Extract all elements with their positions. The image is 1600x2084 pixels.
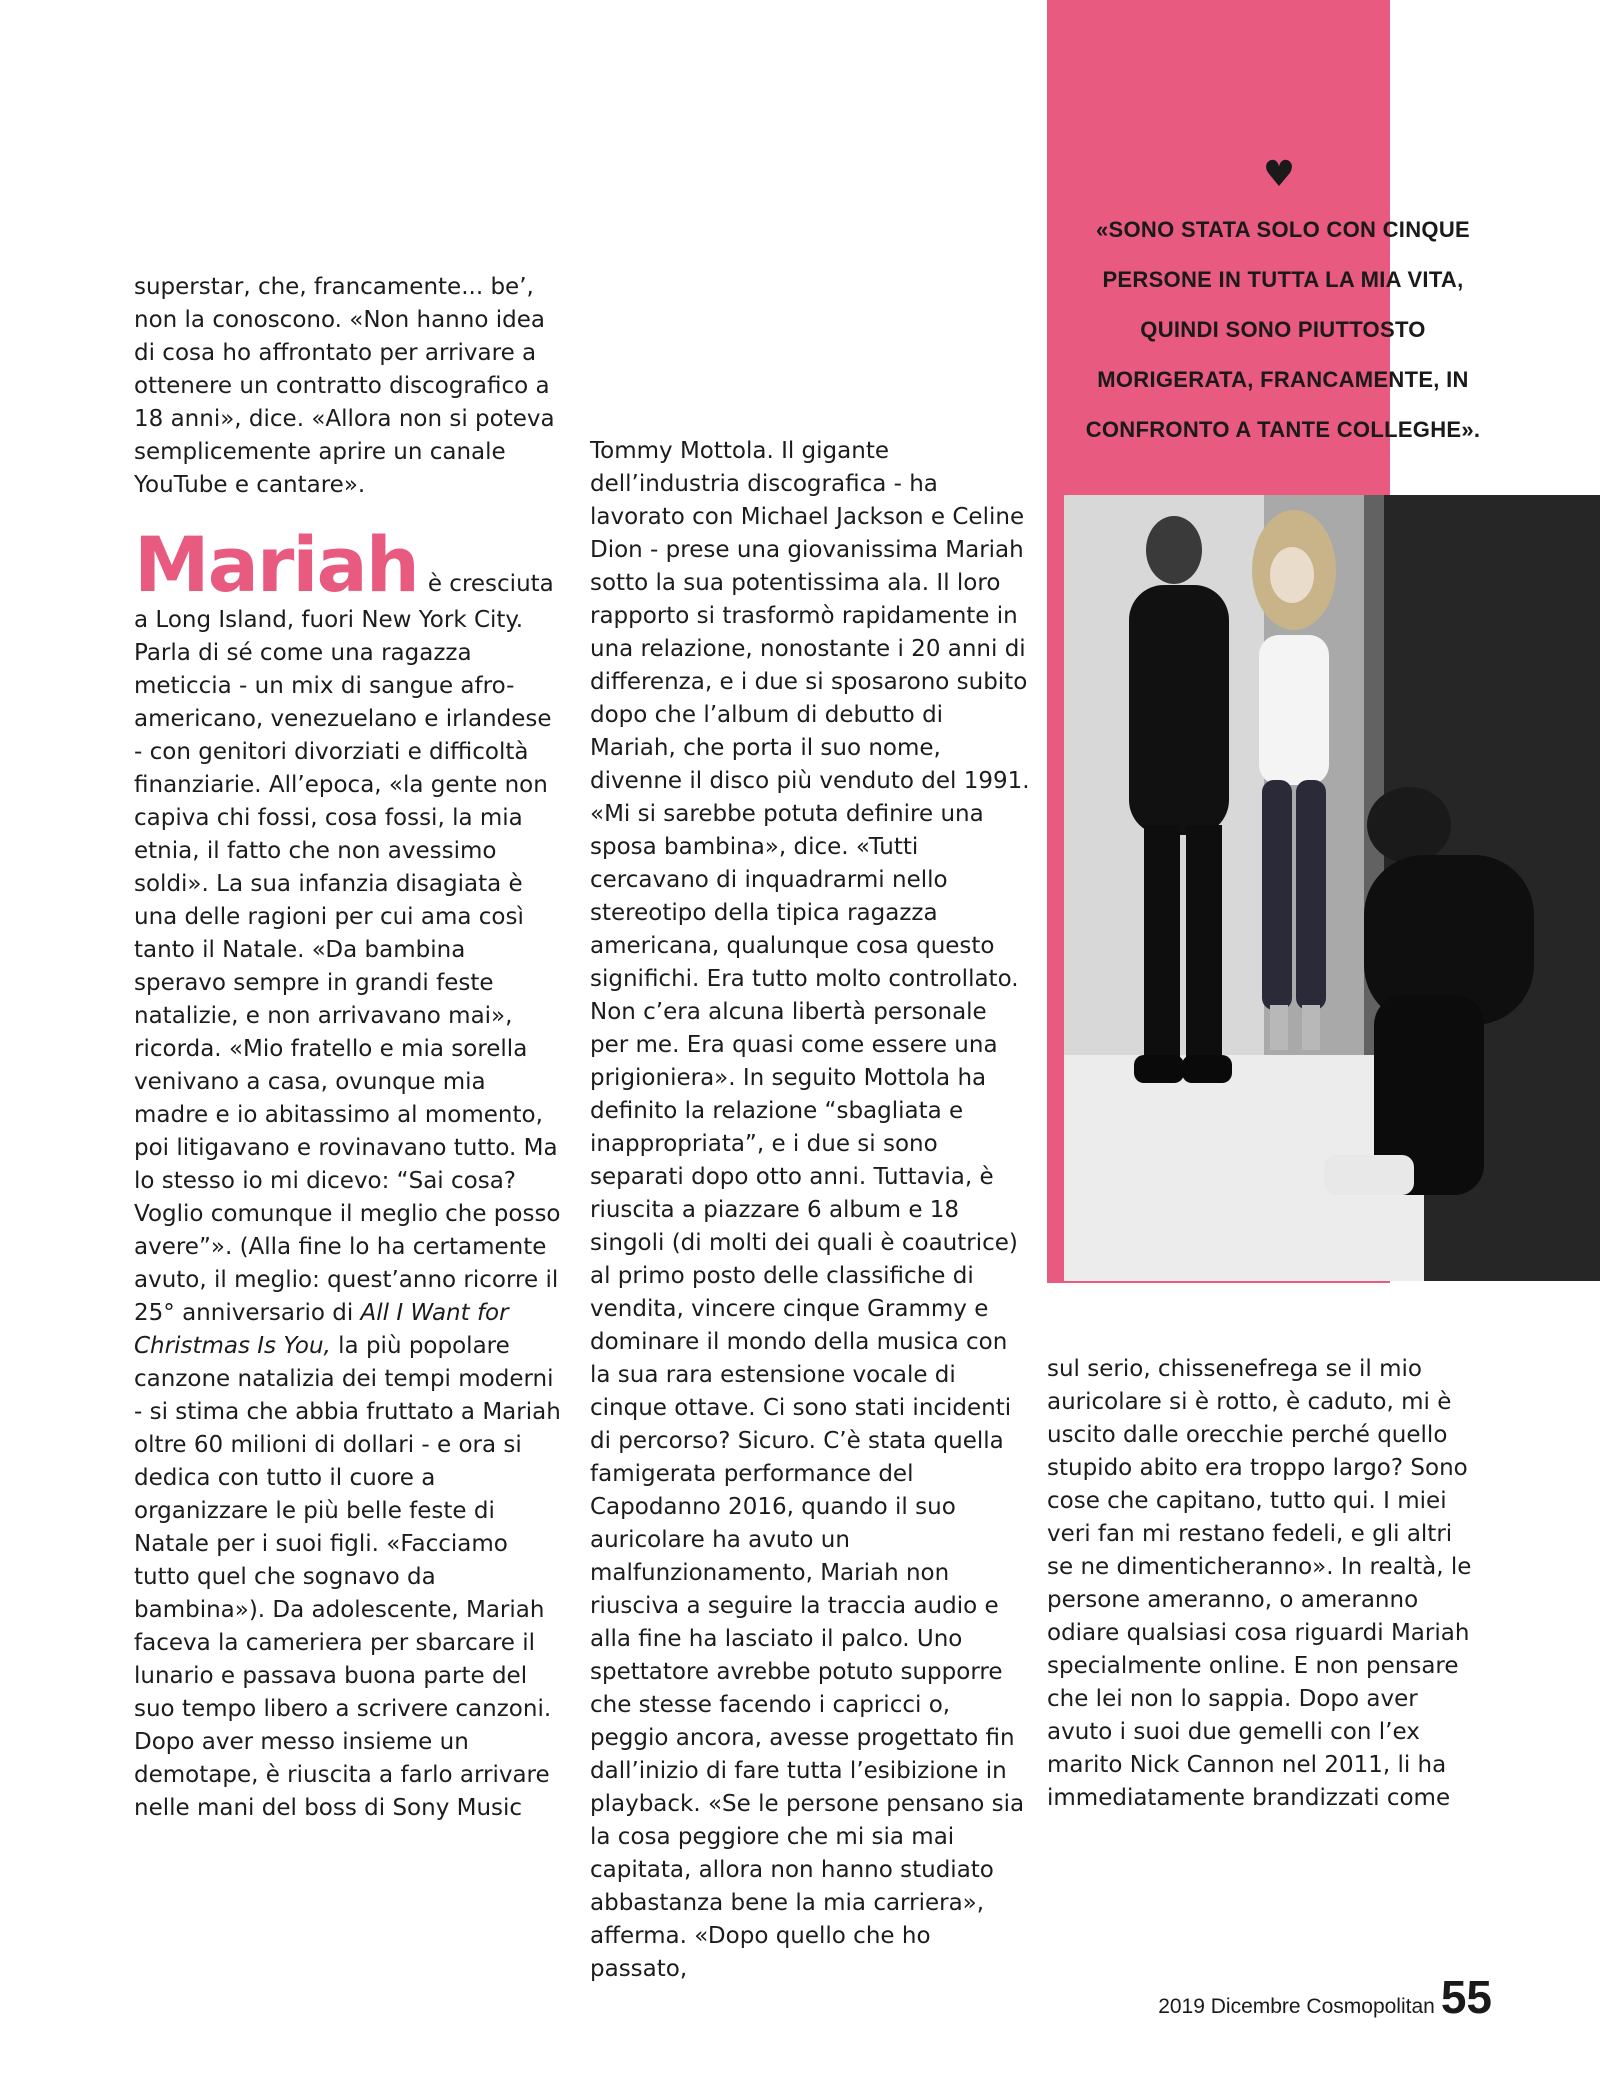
article-column-3: sul serio, chissenefrega se il mio auricolare si è rotto, è caduto, mi è uscito dalle orecchie perché quello stupido abito era troppo largo? Sono cose che capitano, tutto qui. I miei veri fan mi restano fedeli, e gli altri se ne dimenticheranno». In realtà, le persone ameranno, o ameranno odiare qualsiasi cosa riguardi Mariah specialmente online. E non pensare che lei non lo sappia. Dopo aver avuto i suoi due gemelli con l’ex marito Nick Cannon nel 2011, li ha immediatamente brandizzati come	[1047, 1356, 1472, 1811]
song-title: All I Want for Christmas Is You,	[134, 1300, 509, 1359]
pull-quote: «SONO STATA SOLO CON CINQUE PERSONE IN TUTTA LA MIA VITA, QUINDI SONO PIUTTOSTO MORIGERATA, FRANCAMENTE, IN CONFRONTO A TANTE COLLEGHE».	[1085, 217, 1481, 442]
article-column-1	[134, 520, 564, 1825]
article-column-1-intro: superstar, che, francamente... be’, non la conoscono. «Non hanno idea di cosa ho affrontato per arrivare a ottenere un contratto discografico a 18 anni», dice. «Allora non si poteva semplicemente aprire un canale YouTube e cantare».	[134, 274, 555, 498]
drop-word: Mariah	[134, 520, 418, 609]
photo-illustration	[1064, 495, 1600, 1281]
page-footer	[1158, 1970, 1492, 2024]
heart-icon: ♥	[1262, 154, 1296, 195]
article-column-2: Tommy Mottola. Il gigante dell’industria discografica - ha lavorato con Michael Jackson e Celine Dion - prese una giovanissima Mariah sotto la sua potentissima ala. Il loro rapporto si trasformò rapidamente in una relazione, nonostante i 20 anni di differenza, e i due si sposarono subito dopo che l’album di debutto di Mariah, che porta il suo nome, divenne il disco più venduto del 1991. «Mi si sarebbe potuta definire una sposa bambina», dice. «Tutti cercavano di inquadrarmi nello stereotipo della tipica ragazza americana, qualunque cosa questo significhi. Era tutto molto controllato. Non c’era alcuna libertà personale per me. Era quasi come essere una prigioniera». In seguito Mottola ha definito la relazione “sbagliata e inappropriata”, e i due si sono separati dopo otto anni. Tuttavia, è riuscita a piazzare 6 album e 18 singoli (di molti dei quali è coautrice) al primo posto delle classifiche di vendita, vincere cinque Grammy e dominare il mondo della musica con la sua rara estensione vocale di cinque ottave. Ci sono stati incidenti di percorso? Sicuro. C’è stata quella famigerata performance del Capodanno 2016, quando il suo auricolare ha avuto un malfunzionamento, Mariah non riusciva a seguire la traccia audio e alla fine ha lasciato il palco. Uno spettatore avrebbe potuto supporre che stesse facendo i capricci o, peggio ancora, avesse progettato fin dall’inizio di fare tutta l’esibizione in playback. «Se le persone pensano sia la cosa peggiore che mi sia mai capitata, allora non hanno studiato abbastanza bene la mia carriera», afferma. «Dopo quello che ho passato,	[590, 438, 1030, 1982]
article-photo	[1064, 495, 1600, 1281]
page-number: 55	[1440, 1971, 1492, 2023]
paragraph-text: la più popolare canzone natalizia dei tempi moderni - si stima che abbia fruttato a Mariah oltre 60 milioni di dollari - e ora si dedica con tutto il cuore a organizzare le più belle feste di Natale per i suoi figli. «Facciamo tutto quel che sognavo da bambina»). Da adolescente, Mariah faceva la cameriera per sbarcare il lunario e passava buona parte del suo tempo libero a scrivere canzoni. Dopo aver messo insieme un demotape, è riuscita a farlo arrivare nelle mani del boss di Sony Music	[134, 1333, 561, 1821]
issue-label: 2019 Dicembre Cosmopolitan	[1158, 1995, 1435, 2018]
paragraph-text: è cresciuta a Long Island, fuori New York City. Parla di sé come una ragazza meticcia - un mix di sangue afro-americano, venezuelano e irlandese - con genitori divorziati e difficoltà finanziarie. All’epoca, «la gente non capiva chi fossi, cosa fossi, la mia etnia, il fatto che non avessimo soldi». La sua infanzia disagiata è una delle ragioni per cui ama così tanto il Natale. «Da bambina speravo sempre in grandi feste natalizie, e non arrivavano mai», ricorda. «Mio fratello e mia sorella venivano a casa, ovunque mia madre e io abitassimo al momento, poi litigavano e rovinavano tutto. Ma lo stesso io mi dicevo: “Sai cosa? Voglio comunque il meglio che posso avere”». (Alla fine lo ha certamente avuto, il meglio: quest’anno ricorre il 25° anniversario di	[134, 571, 561, 1326]
